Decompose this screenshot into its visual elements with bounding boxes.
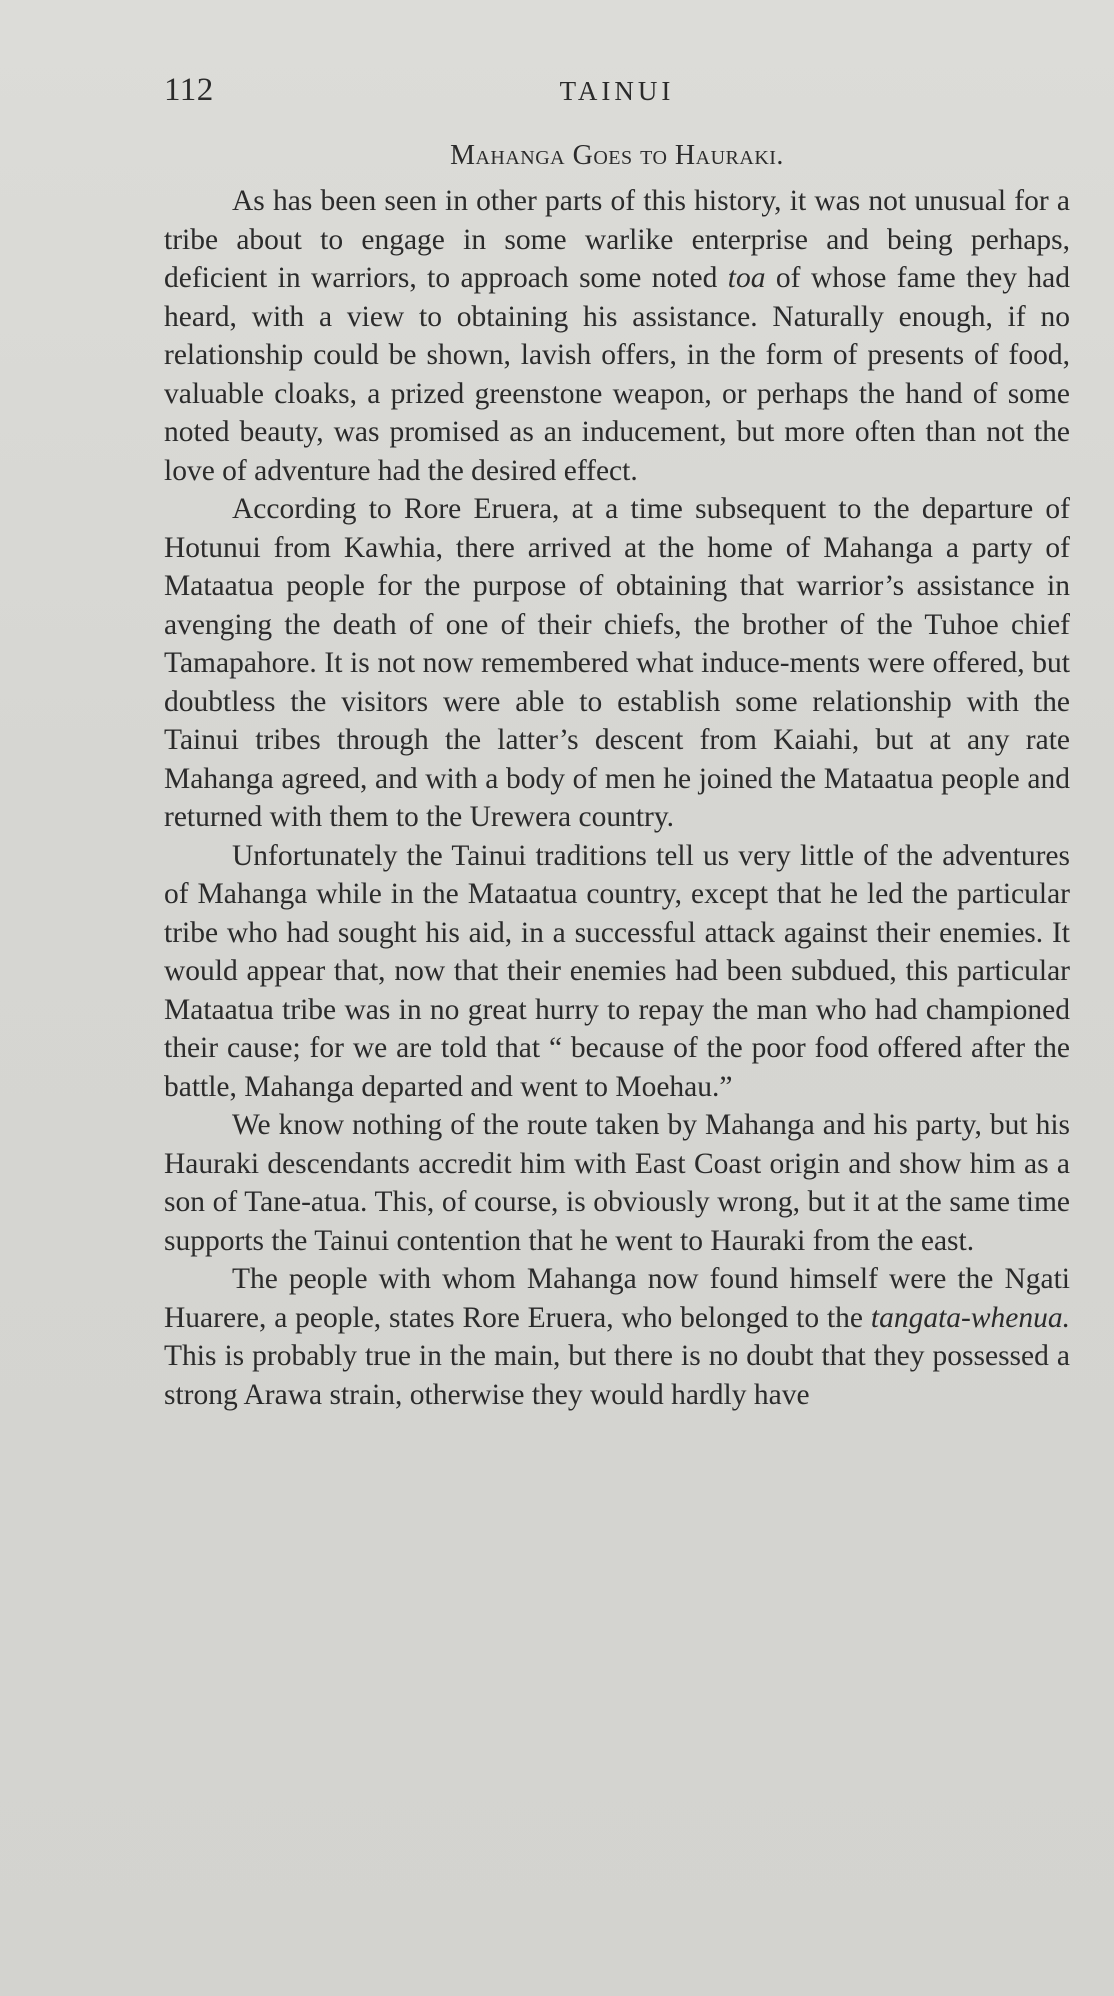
paragraph-text: We know nothing of the route taken by Mahanga and his party, but his Hauraki descendants accredit him with East Coast origin and show him as a son of Tane-atua. This, of course, is obviously wrong, but it at the same time supports the Tainui contention that he went to Hauraki from the east. bbox=[164, 1109, 1070, 1257]
paragraph-text: According to Rore Eruera, at a time subsequent to the departure of Hotunui from Kawhia, there arrived at the home of Mahanga a party of Mataatua people for the purpose of obtaining that warrior’s assistance in avenging the death of one of their chiefs, the brother of the Tuhoe chief Tamapahore. It is not now remembered what induce-ments were offered, but doubtless the visitors were able to establish some relationship with the Tainui tribes through the latter’s descent from Kaiahi, but at any rate Mahanga agreed, and with a body of men he joined the Mataatua people and returned with them to the Urewera country. bbox=[164, 493, 1070, 833]
paragraph bbox=[164, 182, 1070, 490]
paragraph-text: Unfortunately the Tainui traditions tell us very little of the adventures of Mahanga while in the Mataatua country, except that he led the particular tribe who had sought his aid, in a successful attack against their enemies. It would appear that, now that their enemies had been subdued, this particular Mataatua tribe was in no great hurry to repay the man who had championed their cause; for we are told that “ because of the poor food offered after the battle, Mahanga departed and went to Moehau.” bbox=[164, 839, 1070, 1103]
italic-term: tangata-whenua. bbox=[870, 1301, 1070, 1334]
paragraph-text: The people with whom Mahanga now found himself were the Ngati Huarere, a people, states Rore Eruera, who belonged to the bbox=[164, 1263, 1070, 1334]
paragraph bbox=[164, 1106, 1070, 1260]
paragraph-text: of whose fame they had heard, with a view to obtaining his assistance. Naturally enough, if no relationship could be shown, lavish offers, in the form of presents of food, valuable cloaks, a prized greenstone weapon, or perhaps the hand of some noted beauty, was promised as an inducement, but more often than not the love of adventure had the desired effect. bbox=[164, 262, 1070, 487]
paragraph-text: This is probably true in the main, but there is no doubt that they possessed a strong Arawa strain, otherwise they would hardly have bbox=[164, 1340, 1070, 1411]
running-title: TAINUI bbox=[559, 76, 675, 106]
book-page bbox=[164, 58, 1070, 1414]
paragraph bbox=[164, 837, 1070, 1107]
paragraph bbox=[164, 1260, 1070, 1414]
running-head bbox=[164, 58, 1070, 118]
paragraph-text: As has been seen in other parts of this history, it was not unusual for a tribe about to engage in some warlike enterprise and being perhaps, deficient in warriors, to approach some noted bbox=[164, 185, 1070, 294]
italic-term: toa bbox=[727, 262, 766, 294]
page-number: 112 bbox=[164, 72, 214, 108]
body-text bbox=[164, 182, 1070, 1414]
paragraph bbox=[164, 490, 1070, 837]
section-heading: Mahanga Goes to Hauraki. bbox=[450, 140, 784, 171]
